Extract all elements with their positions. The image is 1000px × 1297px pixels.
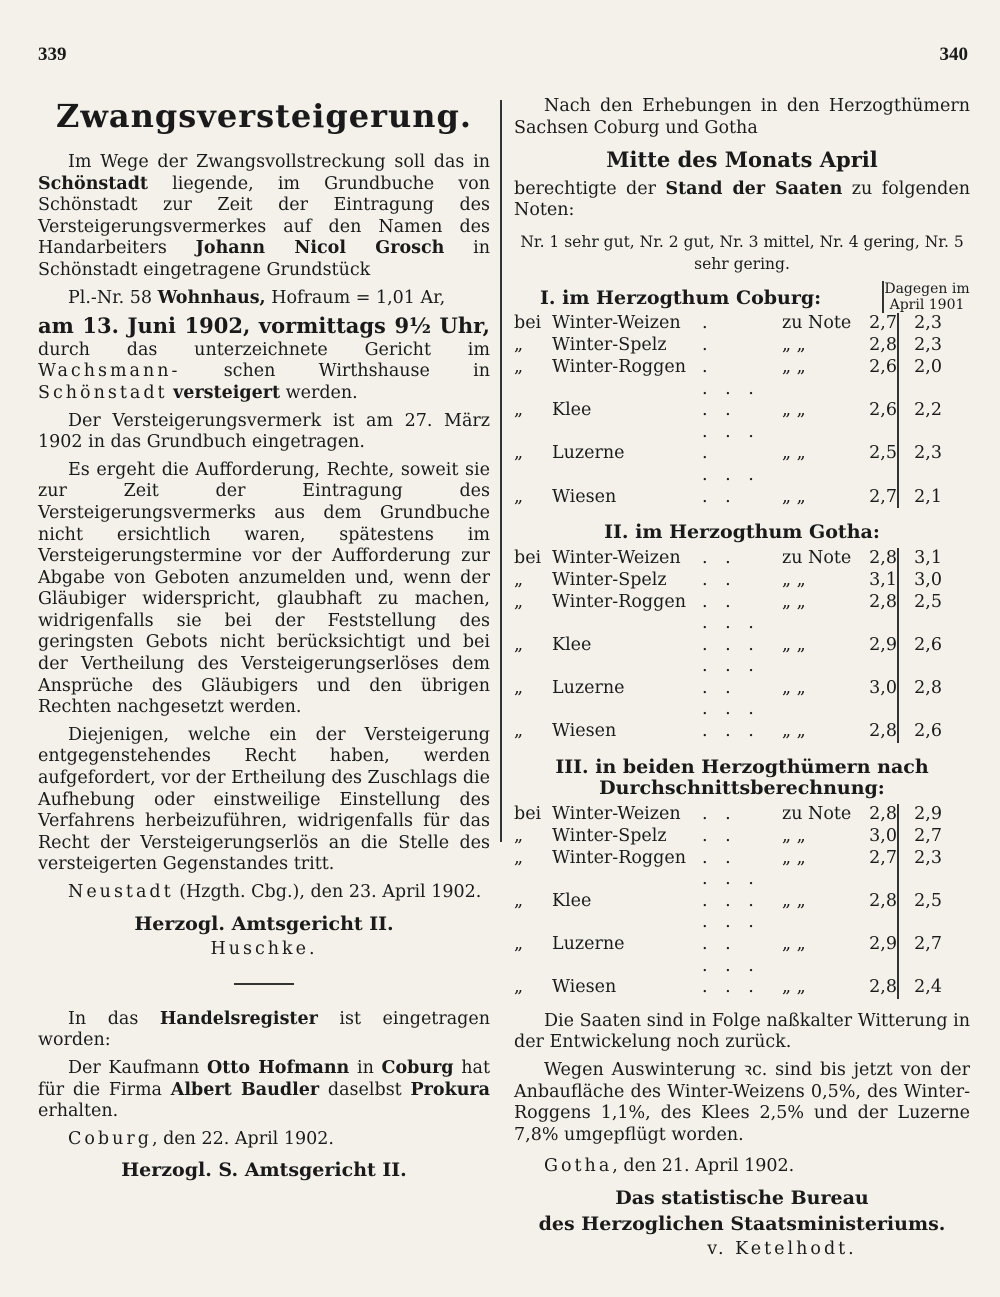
note-label: „ „ xyxy=(782,825,806,846)
rating-1901: 2,6 xyxy=(898,613,970,656)
comparison-header: Dagegen im April 1901 xyxy=(882,281,970,313)
leader-dots: . . xyxy=(702,825,737,846)
crop-table xyxy=(514,313,970,508)
court-name-2: Herzogl. S. Amtsgericht II. xyxy=(121,1159,407,1182)
rating-1901: 2,3 xyxy=(898,313,970,335)
row-prefix: bei xyxy=(514,547,542,568)
crop-name: Winter-Weizen xyxy=(552,547,681,568)
table-row xyxy=(514,804,970,826)
crop-name: Luzerne xyxy=(552,443,625,464)
crop-name: Winter-Spelz xyxy=(552,569,667,590)
leader-dots: . xyxy=(702,335,714,356)
notice-paragraph-4: Der Versteigerungsvermerk ist am 27. März 1902 in das Grundbuch eingetragen. xyxy=(38,410,490,453)
note-paragraph-2: Wegen Auswinterung ꝛc. sind bis jetzt von der Anbaufläche des Winter-Weizens 0,5%, des Winter-Roggens 1,1%, des Klees 2,5% und der Luzerne 7,8% umgepflügt worden. xyxy=(514,1059,970,1145)
table-row xyxy=(514,956,970,999)
rating-1901: 2,7 xyxy=(898,912,970,955)
row-prefix: „ xyxy=(514,890,524,911)
leader-dots: . . . . . xyxy=(702,656,760,698)
column-divider xyxy=(500,100,502,842)
crop-name: Winter-Spelz xyxy=(552,825,667,846)
section-heading: I. im Herzogthum Coburg: xyxy=(540,286,822,309)
leader-dots: . . xyxy=(702,569,737,590)
row-prefix: „ xyxy=(514,847,524,868)
table-row xyxy=(514,912,970,955)
note-label: zu Note xyxy=(782,804,852,825)
page-number-right: 340 xyxy=(939,44,968,65)
crop-tables xyxy=(514,281,970,999)
crop-name: Winter-Weizen xyxy=(552,804,681,825)
note-label: „ „ xyxy=(782,634,806,655)
row-prefix: bei xyxy=(514,313,542,334)
rating-1901: 2,3 xyxy=(898,335,970,357)
rating-1902: 2,8 xyxy=(869,890,897,911)
row-prefix: „ xyxy=(514,934,524,955)
date: , den 22. April 1902. xyxy=(151,1128,334,1149)
row-prefix: „ xyxy=(514,977,524,998)
crop-name: Winter-Spelz xyxy=(552,335,667,356)
crop-name: Luzerne xyxy=(552,934,625,955)
text: liegende, im Grundbuche von Schönstadt zur Zeit der Eintragung des Versteigerungsvermerkes auf den Namen des Handarbeiters xyxy=(38,173,490,259)
emphasis: Prokura xyxy=(410,1079,490,1100)
register-paragraph-2 xyxy=(38,1058,490,1123)
place-name: Coburg xyxy=(381,1057,454,1078)
crop-name: Luzerne xyxy=(552,677,625,698)
row-prefix: „ xyxy=(514,400,524,421)
rating-1902: 3,1 xyxy=(869,569,897,590)
note-label: „ „ xyxy=(782,721,806,742)
text: berechtigte der xyxy=(514,178,656,199)
note-label: „ „ xyxy=(782,356,806,377)
text: Der Kaufmann xyxy=(68,1057,200,1078)
note-label: „ „ xyxy=(782,847,806,868)
register-name: Handelsregister xyxy=(159,1008,318,1029)
crop-name: Klee xyxy=(552,400,592,421)
row-prefix: „ xyxy=(514,486,524,507)
row-prefix: „ xyxy=(514,721,524,742)
crop-table xyxy=(514,804,970,999)
place-date-line xyxy=(38,882,490,904)
leader-dots: . xyxy=(702,356,714,377)
note-label: „ „ xyxy=(782,486,806,507)
text: schen Wirthshause in xyxy=(223,361,490,382)
note-label: „ „ xyxy=(782,677,806,698)
leader-dots: . . xyxy=(702,547,737,568)
rating-1901: 3,1 xyxy=(898,548,970,570)
rating-1902: 2,9 xyxy=(869,934,897,955)
place-name: Neustadt xyxy=(68,882,174,902)
rating-1901: 3,0 xyxy=(898,570,970,592)
office-name-2: des Herzoglichen Staatsministeriums. xyxy=(538,1212,946,1235)
table-row xyxy=(514,335,970,357)
crop-name: Wiesen xyxy=(552,721,617,742)
emphasis: versteigert xyxy=(173,382,281,403)
rating-1901: 2,3 xyxy=(898,847,970,869)
inn-name: Wachsmann- xyxy=(38,361,181,382)
text: In das xyxy=(68,1008,139,1029)
rating-1901: 2,1 xyxy=(898,465,970,508)
rating-1902: 2,8 xyxy=(869,977,897,998)
place-name: Schönstadt xyxy=(38,382,168,403)
text: in Schönstadt eingetragene Grundstück xyxy=(38,238,490,280)
date: , den 21. April 1902. xyxy=(612,1156,795,1177)
table-row xyxy=(514,548,970,570)
place-name: Coburg xyxy=(68,1128,152,1149)
auction-date-paragraph xyxy=(38,315,490,404)
crop-name: Klee xyxy=(552,634,592,655)
table-row xyxy=(514,613,970,656)
text: Im Wege der Zwangsvollstreckung soll das in xyxy=(68,152,490,172)
leader-dots: . . xyxy=(702,804,737,825)
note-label: zu Note xyxy=(782,547,852,568)
row-prefix: „ xyxy=(514,443,524,464)
section-heading: III. in beiden Herzogthümern nach Durchschnittsberechnung: xyxy=(555,755,929,800)
leader-dots: . xyxy=(702,313,714,334)
row-prefix: „ xyxy=(514,825,524,846)
parcel-number: Pl.-Nr. 58 xyxy=(68,287,152,308)
leader-dots: . . xyxy=(702,847,737,868)
merchant-name: Otto Hofmann xyxy=(206,1057,350,1078)
notice-paragraph-5: Es ergeht die Aufforderung, Rechte, soweit sie zur Zeit der Eintragung des Versteigerungsvermerks aus dem Grundbuche nicht ersichtlich waren, spätestens im Versteigerungstermine vor der Aufforderung zur Abgabe von Geboten anzumelden und, wenn der Gläubiger widerspricht, glaubhaft zu machen, widrigenfalls sie bei der Feststellung des geringsten Gebots nicht berücksichtigt und bei der Vertheilung des Versteigerungserlöses dem Ansprüche des Gläubigers und den übrigen Rechten nachgesetzt werden. xyxy=(38,459,490,718)
rating-1902: 2,7 xyxy=(869,847,897,868)
note-label: „ „ xyxy=(782,934,806,955)
note-label: zu Note xyxy=(782,313,852,334)
text: erhalten. xyxy=(38,1101,119,1122)
note-label: „ „ xyxy=(782,400,806,421)
rating-1901: 2,4 xyxy=(898,956,970,999)
rating-1902: 2,7 xyxy=(869,313,897,334)
section-rule xyxy=(234,983,294,985)
leader-dots: . . . . xyxy=(702,421,760,464)
leader-dots: . . . . . . xyxy=(702,955,760,998)
rating-1902: 3,0 xyxy=(869,677,897,698)
table-row xyxy=(514,656,970,699)
left-column xyxy=(38,96,490,1186)
note-label: „ „ xyxy=(782,443,806,464)
rating-1901: 2,5 xyxy=(898,869,970,912)
rating-1901: 2,7 xyxy=(898,826,970,848)
rating-1901: 2,8 xyxy=(898,656,970,699)
rating-1901: 2,2 xyxy=(898,379,970,422)
rating-1902: 3,0 xyxy=(869,825,897,846)
rating-1901: 2,5 xyxy=(898,591,970,613)
table-row xyxy=(514,313,970,335)
row-prefix: „ xyxy=(514,356,524,377)
rating-1902: 2,8 xyxy=(869,591,897,612)
crop-name: Winter-Roggen xyxy=(552,847,686,868)
text: hat für die Firma xyxy=(38,1057,490,1100)
text: zu folgenden Noten: xyxy=(514,178,970,221)
rating-1901: 2,9 xyxy=(898,804,970,826)
note-label: „ „ xyxy=(782,591,806,612)
text: in xyxy=(356,1057,374,1078)
leader-dots: . . . . . . xyxy=(702,613,760,655)
table-row xyxy=(514,357,970,379)
row-prefix: „ xyxy=(514,634,524,655)
text: ist eingetragen worden: xyxy=(38,1008,490,1051)
table-row xyxy=(514,379,970,422)
leader-dots: . . . . . . xyxy=(702,699,760,742)
row-prefix: „ xyxy=(514,591,524,612)
rating-1902: 2,8 xyxy=(869,721,897,742)
text: werden. xyxy=(285,382,358,403)
crop-table xyxy=(514,548,970,743)
note-label: „ „ xyxy=(782,569,806,590)
emphasis: Stand der Saaten xyxy=(665,178,843,199)
intro-paragraph: Nach den Erhebungen in den Herzogthümern Sachsen Coburg und Gotha xyxy=(514,96,970,138)
rating-1902: 2,7 xyxy=(869,486,897,507)
rating-intro xyxy=(514,179,970,222)
note-label: „ „ xyxy=(782,977,806,998)
parcel-line xyxy=(38,288,490,310)
notice-paragraph-6: Diejenigen, welche ein der Versteigerung entgegenstehendes Recht haben, werden aufgefordert, vor der Ertheilung des Zuschlags die Aufhebung oder einstweilige Einstellung des Verfahrens herbeizuführen, widrigenfalls für das Recht der Versteigerungserlös an die Stelle des versteigerten Gegenstandes tritt. xyxy=(38,724,490,875)
note-label: „ „ xyxy=(782,335,806,356)
date: (Hzgth. Cbg.), den 23. April 1902. xyxy=(179,882,482,902)
notice-paragraph-1 xyxy=(38,152,490,282)
place-date-line xyxy=(514,1156,970,1178)
section-heading: II. im Herzogthum Gotha: xyxy=(604,521,880,544)
section-heading-row xyxy=(514,281,970,313)
note-paragraph-1: Die Saaten sind in Folge naßkalter Witterung in der Entwickelung noch zurück. xyxy=(514,1010,970,1053)
leader-dots: . . . . . xyxy=(702,378,760,421)
parcel-size: Hofraum = 1,01 Ar, xyxy=(271,287,446,308)
month-heading: Mitte des Monats April xyxy=(606,147,878,173)
rating-1902: 2,8 xyxy=(869,547,897,568)
register-paragraph-1 xyxy=(38,1009,490,1052)
rating-1902: 2,9 xyxy=(869,634,897,655)
leader-dots: . . xyxy=(702,591,737,612)
judge-name: Huschke. xyxy=(210,939,318,960)
place-name: Schönstadt xyxy=(38,173,149,194)
crop-name: Klee xyxy=(552,890,592,911)
rating-1902: 2,6 xyxy=(869,400,897,421)
table-row xyxy=(514,591,970,613)
row-prefix: bei xyxy=(514,804,542,825)
leader-dots: . . . . . xyxy=(702,464,760,507)
crop-name: Wiesen xyxy=(552,977,617,998)
office-name-1: Das statistische Bureau xyxy=(615,1186,869,1209)
table-row xyxy=(514,847,970,869)
row-prefix: „ xyxy=(514,335,524,356)
crop-name: Winter-Roggen xyxy=(552,591,686,612)
table-row xyxy=(514,699,970,742)
rating-1902: 2,8 xyxy=(869,804,897,825)
place-date-line-2 xyxy=(38,1129,490,1151)
place-name: Gotha xyxy=(544,1156,613,1177)
firm-name: Albert Baudler xyxy=(170,1079,320,1100)
table-row xyxy=(514,826,970,848)
rating-1902: 2,8 xyxy=(869,335,897,356)
row-prefix: „ xyxy=(514,677,524,698)
note-label: „ „ xyxy=(782,890,806,911)
signer-name: v. Ketelhodt. xyxy=(707,1239,857,1260)
page-number-left: 339 xyxy=(38,44,67,65)
parcel-type: Wohnhaus, xyxy=(157,287,266,308)
text: daselbst xyxy=(327,1079,402,1100)
text: durch das unterzeichnete Gericht im xyxy=(38,339,490,360)
rating-1902: 2,6 xyxy=(869,356,897,377)
leader-dots: . . . . . . xyxy=(702,869,760,911)
row-prefix: „ xyxy=(514,569,524,590)
owner-name: Johann Nicol Grosch xyxy=(195,238,445,259)
leader-dots: . . . . . xyxy=(702,912,760,955)
rating-scale: Nr. 1 sehr gut, Nr. 2 gut, Nr. 3 mittel, Nr. 4 gering, Nr. 5 sehr gering. xyxy=(520,232,964,273)
crop-name: Winter-Roggen xyxy=(552,356,686,377)
notice-title: Zwangsversteigerung. xyxy=(55,97,473,135)
rating-1902: 2,5 xyxy=(869,443,897,464)
table-row xyxy=(514,465,970,508)
table-row xyxy=(514,570,970,592)
crop-name: Winter-Weizen xyxy=(552,313,681,334)
rating-1901: 2,0 xyxy=(898,357,970,379)
table-row xyxy=(514,869,970,912)
crop-name: Wiesen xyxy=(552,486,617,507)
table-row xyxy=(514,422,970,465)
rating-1901: 2,6 xyxy=(898,699,970,742)
rating-1901: 2,3 xyxy=(898,422,970,465)
court-name: Herzogl. Amtsgericht II. xyxy=(134,912,394,935)
auction-date: am 13. Juni 1902, vormittags 9½ Uhr, xyxy=(38,313,490,339)
right-column xyxy=(514,96,970,1261)
